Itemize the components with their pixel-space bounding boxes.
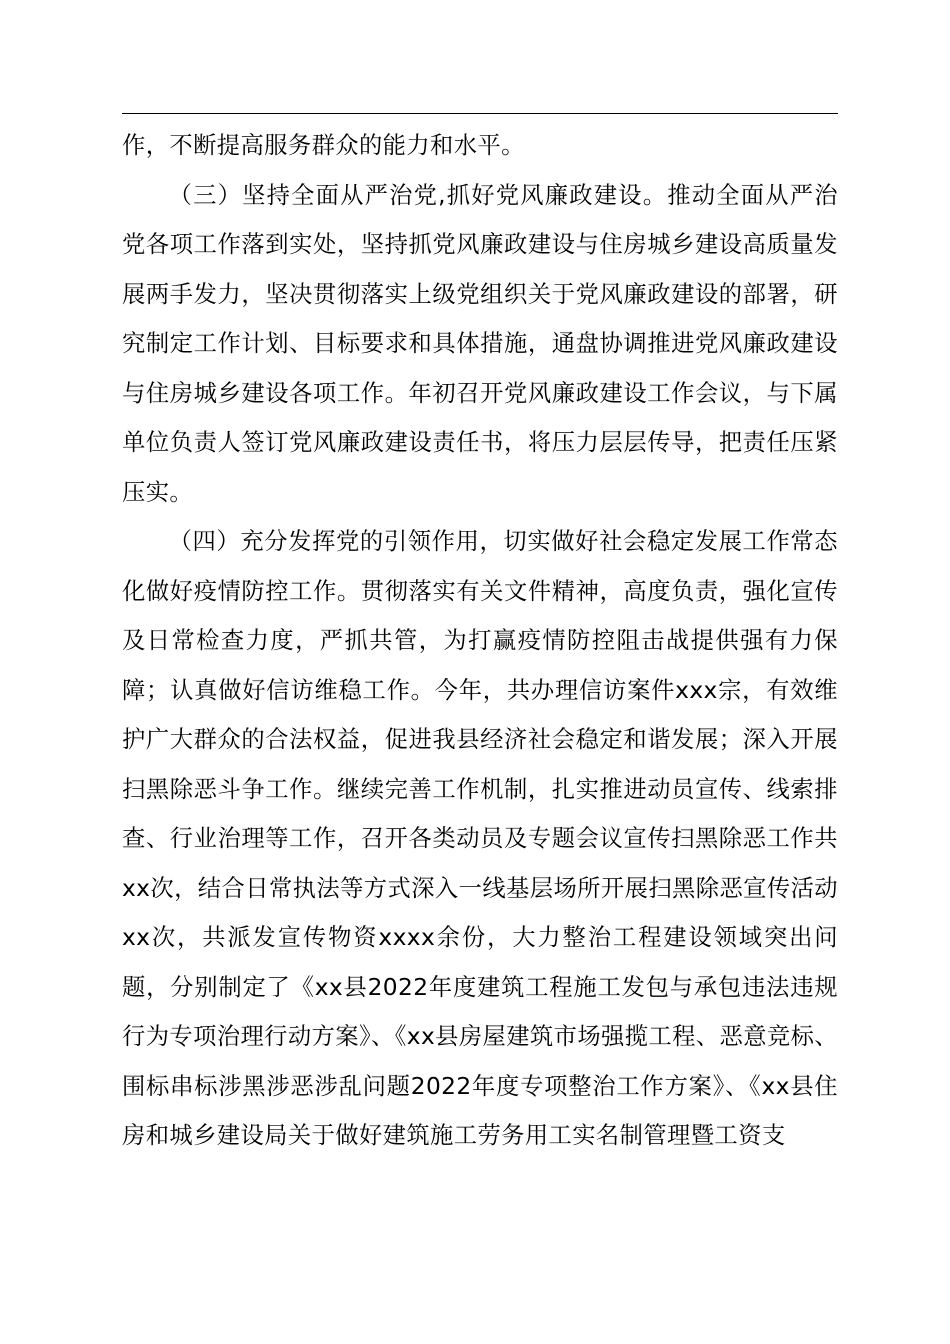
paragraph-continuation: 作，不断提高服务群众的能力和水平。 — [122, 132, 525, 159]
header-rule — [122, 113, 838, 114]
paragraph-section-3: （三）坚持全面从严治党,抓好党风廉政建设。推动全面从严治党各项工作落到实处，坚持抓党风廉政建设与住房城乡建设高质量发展两手发力，坚决贯彻落实上级党组织关于党风廉政建设的部署，研究制定工作计划、目标要求和具体措施，通盘协调推进党风廉政建设与住房城乡建设各项工作。年初召开党风廉政建设工作会议，与下属单位负责人签订党风廉政建设责任书，将压力层层传导，把责任压紧压实。 — [122, 181, 838, 506]
paragraph-section-4: （四）充分发挥党的引领作用，切实做好社会稳定发展工作常态化做好疫情防控工作。贯彻落实有关文件精神，高度负责，强化宣传及日常检查力度，严抓共管，为打赢疫情防控阻击战提供强有力保障；认真做好信访维稳工作。今年，共办理信访案件xxx宗，有效维护广大群众的合法权益，促进我县经济社会稳定和谐发展；深入开展扫黑除恶斗争工作。继续完善工作机制，扎实推进动员宣传、线索排查、行业治理等工作，召开各类动员及专题会议宣传扫黑除恶工作共xx次，结合日常执法等方式深入一线基层场所开展扫黑除恶宣传活动xx次，共派发宣传物资xxxx余份，大力整治工程建设领域突出问题，分别制定了《xx县2022年度建筑工程施工发包与承包违法违规行为专项治理行动方案》、《xx县房屋建筑市场强揽工程、恶意竞标、围标串标涉黑涉恶涉乱问题2022年度专项整治工作方案》、《xx县住房和城乡建设局关于做好建筑施工劳务用工实名制管理暨工资支 — [122, 528, 838, 1149]
document-body — [122, 121, 838, 1161]
